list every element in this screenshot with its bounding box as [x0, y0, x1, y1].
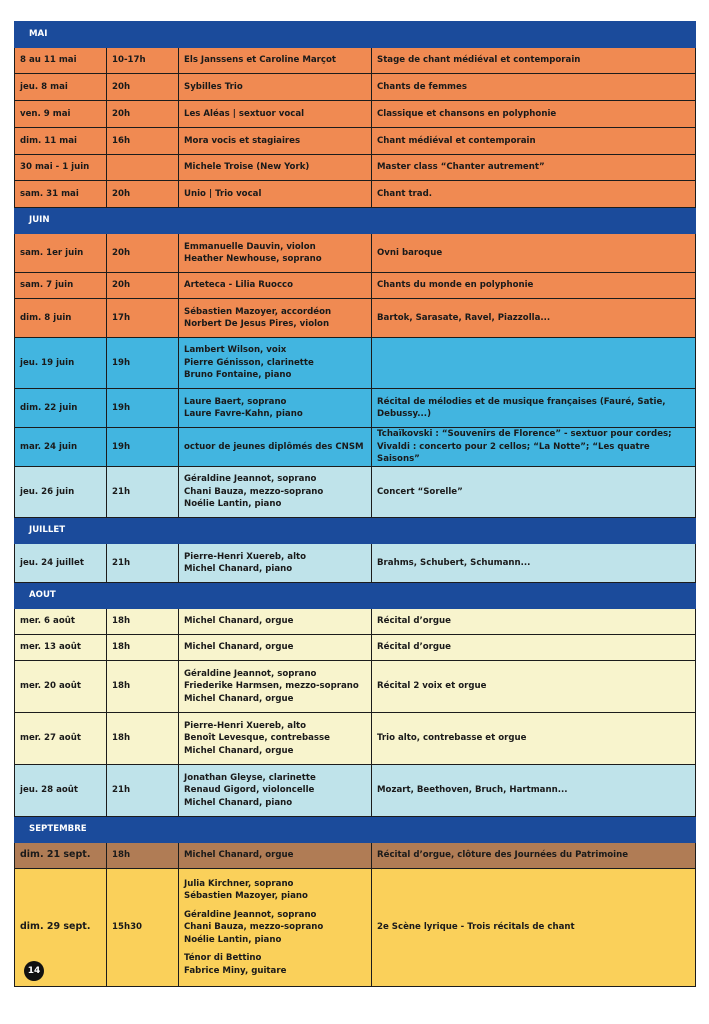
artist-group — [184, 952, 366, 977]
artist-group — [184, 54, 366, 67]
event-row — [15, 713, 696, 765]
artist-line: Heather Newhouse, soprano — [184, 254, 322, 264]
event-row — [15, 74, 696, 101]
month-label: MAI — [15, 22, 696, 48]
event-artists — [179, 234, 372, 273]
artist-line: Michele Troise (New York) — [184, 162, 310, 173]
month-header-row — [15, 583, 696, 609]
artist-line: Michel Chanard, piano — [184, 564, 293, 574]
event-artists — [179, 101, 372, 128]
event-artists — [179, 869, 372, 987]
artist-line: Géraldine Jeannot, soprano — [184, 909, 317, 920]
event-time: 21h — [107, 765, 179, 817]
event-time: 20h — [107, 273, 179, 299]
event-program: Récital 2 voix et orgue — [372, 661, 696, 713]
event-time: 15h30 — [107, 869, 179, 987]
artist-line: Sybilles Trio — [184, 81, 243, 92]
artist-line: Chani Bauza, mezzo-soprano — [184, 922, 324, 933]
event-time: 19h — [107, 428, 179, 467]
artist-group — [184, 81, 366, 94]
event-row — [15, 428, 696, 467]
event-date: 30 mai - 1 juin — [15, 155, 107, 181]
event-time: 21h — [107, 467, 179, 518]
event-date: sam. 7 juin — [15, 273, 107, 299]
event-program: Chants de femmes — [372, 74, 696, 101]
event-artists — [179, 273, 372, 299]
event-time — [107, 155, 179, 181]
artist-line: Mora vocis et stagiaires — [184, 135, 301, 146]
event-program: Chant médiéval et contemporain — [372, 128, 696, 155]
event-artists — [179, 713, 372, 765]
artist-line: Michel Chanard, orgue — [184, 745, 294, 756]
artist-group — [184, 615, 366, 628]
event-time: 20h — [107, 74, 179, 101]
event-artists — [179, 544, 372, 583]
event-date: jeu. 24 juillet — [15, 544, 107, 583]
event-date: mer. 6 août — [15, 609, 107, 635]
artist-line: Laure Baert, soprano — [184, 396, 287, 407]
artist-group — [184, 551, 366, 576]
artist-line: Unio | Trio vocal — [184, 188, 262, 199]
artist-line: Renaud Gigord, violoncelle — [184, 785, 315, 796]
artist-line: Els Janssens et Caroline Marçot — [184, 55, 337, 66]
event-artists — [179, 74, 372, 101]
event-time: 10-17h — [107, 48, 179, 74]
event-time: 21h — [107, 544, 179, 583]
artist-group — [184, 241, 366, 266]
event-date: jeu. 26 juin — [15, 467, 107, 518]
event-row — [15, 299, 696, 338]
event-program: Classique et chansons en polyphonie — [372, 101, 696, 128]
artist-line: Fabrice Miny, guitare — [184, 965, 287, 976]
artist-group — [184, 441, 366, 454]
event-date: jeu. 19 juin — [15, 338, 107, 389]
event-time: 17h — [107, 299, 179, 338]
month-label: JUILLET — [15, 518, 696, 544]
event-date: sam. 1er juin — [15, 234, 107, 273]
event-row — [15, 181, 696, 208]
event-artists — [179, 155, 372, 181]
month-header-row — [15, 22, 696, 48]
event-program: Récital d’orgue, clôture des Journées du Patrimoine — [372, 843, 696, 869]
event-date: ven. 9 mai — [15, 101, 107, 128]
event-time: 18h — [107, 713, 179, 765]
event-date: dim. 22 juin — [15, 389, 107, 428]
artist-line: Laure Favre-Kahn, piano — [184, 409, 303, 419]
event-row — [15, 48, 696, 74]
artist-group — [184, 161, 366, 174]
event-artists — [179, 609, 372, 635]
event-program: Concert “Sorelle” — [372, 467, 696, 518]
page-number-badge: 14 — [24, 961, 44, 981]
artist-line: Géraldine Jeannot, soprano — [184, 474, 317, 485]
event-program: Bartok, Sarasate, Ravel, Piazzolla... — [372, 299, 696, 338]
artist-line: Julia Kirchner, soprano — [184, 878, 294, 889]
event-artists — [179, 299, 372, 338]
event-time: 20h — [107, 181, 179, 208]
artist-line: Michel Chanard, piano — [184, 797, 293, 808]
event-time: 16h — [107, 128, 179, 155]
event-date: dim. 11 mai — [15, 128, 107, 155]
event-program: Chant trad. — [372, 181, 696, 208]
event-program: Récital d’orgue — [372, 609, 696, 635]
event-program: Chants du monde en polyphonie — [372, 273, 696, 299]
event-program: Ovni baroque — [372, 234, 696, 273]
artist-line: Arteteca - Lilia Ruocco — [184, 280, 294, 291]
event-artists — [179, 635, 372, 661]
event-date: 8 au 11 mai — [15, 48, 107, 74]
event-program: Trio alto, contrebasse et orgue — [372, 713, 696, 765]
event-program: Mozart, Beethoven, Bruch, Hartmann... — [372, 765, 696, 817]
event-time: 18h — [107, 661, 179, 713]
concert-schedule-table — [14, 21, 696, 987]
month-header-row — [15, 817, 696, 843]
artist-line: Emmanuelle Dauvin, violon — [184, 241, 316, 252]
artist-group — [184, 772, 366, 810]
artist-line: Pierre-Henri Xuereb, alto — [184, 720, 307, 731]
event-time: 19h — [107, 338, 179, 389]
event-program: Stage de chant médiéval et contemporain — [372, 48, 696, 74]
event-artists — [179, 843, 372, 869]
artist-group — [184, 878, 366, 903]
artist-group — [184, 306, 366, 331]
artist-line: Noélie Lantin, piano — [184, 499, 282, 510]
event-artists — [179, 389, 372, 428]
event-date: mer. 27 août — [15, 713, 107, 765]
month-header-row — [15, 208, 696, 234]
event-time: 20h — [107, 234, 179, 273]
event-program: Récital d’orgue — [372, 635, 696, 661]
event-time: 18h — [107, 843, 179, 869]
event-date: sam. 31 mai — [15, 181, 107, 208]
artist-group — [184, 344, 366, 382]
event-row — [15, 843, 696, 869]
event-time: 20h — [107, 101, 179, 128]
event-row — [15, 869, 696, 987]
event-artists — [179, 181, 372, 208]
artist-group — [184, 720, 366, 758]
artist-group — [184, 279, 366, 292]
artist-line: Lambert Wilson, voix — [184, 345, 287, 356]
artist-group — [184, 396, 366, 421]
event-date: dim. 21 sept. — [15, 843, 107, 869]
event-date: mer. 13 août — [15, 635, 107, 661]
artist-line: Sébastien Mazoyer, accordéon — [184, 306, 332, 317]
artist-line: Norbert De Jesus Pires, violon — [184, 319, 330, 329]
event-row — [15, 544, 696, 583]
event-row — [15, 273, 696, 299]
artist-line: Bruno Fontaine, piano — [184, 370, 292, 381]
schedule-body — [15, 22, 696, 987]
event-date: mer. 20 août — [15, 661, 107, 713]
artist-group — [184, 108, 366, 121]
event-date: dim. 8 juin — [15, 299, 107, 338]
event-row — [15, 661, 696, 713]
event-row — [15, 128, 696, 155]
artist-group — [184, 135, 366, 148]
event-time: 18h — [107, 609, 179, 635]
month-label: JUIN — [15, 208, 696, 234]
event-time: 18h — [107, 635, 179, 661]
event-date: dim. 29 sept. — [15, 869, 107, 987]
artist-line: Les Aléas | sextuor vocal — [184, 108, 305, 119]
event-date: jeu. 28 août — [15, 765, 107, 817]
artist-line: Chani Bauza, mezzo-soprano — [184, 486, 324, 497]
artist-line: Pierre Génisson, clarinette — [184, 357, 314, 368]
event-row — [15, 155, 696, 181]
event-program: Brahms, Schubert, Schumann... — [372, 544, 696, 583]
artist-line: Benoît Levesque, contrebasse — [184, 733, 330, 744]
event-artists — [179, 661, 372, 713]
event-program — [372, 338, 696, 389]
artist-line: Jonathan Gleyse, clarinette — [184, 772, 316, 783]
artist-group — [184, 909, 366, 947]
artist-group — [184, 668, 366, 706]
event-artists — [179, 765, 372, 817]
event-program: Master class “Chanter autrement” — [372, 155, 696, 181]
artist-line: Sébastien Mazoyer, piano — [184, 891, 308, 902]
artist-line: Michel Chanard, orgue — [184, 693, 294, 704]
event-row — [15, 234, 696, 273]
event-row — [15, 389, 696, 428]
artist-line: octuor de jeunes diplômés des CNSM — [184, 441, 364, 452]
event-row — [15, 765, 696, 817]
event-row — [15, 467, 696, 518]
month-header-row — [15, 518, 696, 544]
event-artists — [179, 128, 372, 155]
event-row — [15, 609, 696, 635]
event-date: jeu. 8 mai — [15, 74, 107, 101]
event-artists — [179, 428, 372, 467]
artist-line: Ténor di Bettino — [184, 953, 262, 964]
event-row — [15, 635, 696, 661]
artist-line: Noélie Lantin, piano — [184, 934, 282, 945]
artist-group — [184, 641, 366, 654]
artist-group — [184, 849, 366, 862]
event-program: Tchaïkovski : “Souvenirs de Florence” - sextuor pour cordes; Vivaldi : concerto pour 2 cellos; “La Notte”; “Les quatre Saisons” — [372, 428, 696, 467]
event-artists — [179, 48, 372, 74]
artist-line: Michel Chanard, orgue — [184, 642, 294, 653]
event-date: mar. 24 juin — [15, 428, 107, 467]
event-artists — [179, 467, 372, 518]
artist-line: Michel Chanard, orgue — [184, 616, 294, 627]
artist-group — [184, 473, 366, 511]
event-program: Récital de mélodies et de musique françaises (Fauré, Satie, Debussy...) — [372, 389, 696, 428]
event-row — [15, 101, 696, 128]
month-label: AOUT — [15, 583, 696, 609]
event-time: 19h — [107, 389, 179, 428]
event-row — [15, 338, 696, 389]
artist-line: Michel Chanard, orgue — [184, 850, 294, 861]
event-program: 2e Scène lyrique - Trois récitals de chant — [372, 869, 696, 987]
artist-group — [184, 188, 366, 201]
artist-line: Friederike Harmsen, mezzo-soprano — [184, 681, 359, 692]
artist-line: Pierre-Henri Xuereb, alto — [184, 551, 307, 562]
month-label: SEPTEMBRE — [15, 817, 696, 843]
artist-line: Géraldine Jeannot, soprano — [184, 668, 317, 679]
event-artists — [179, 338, 372, 389]
